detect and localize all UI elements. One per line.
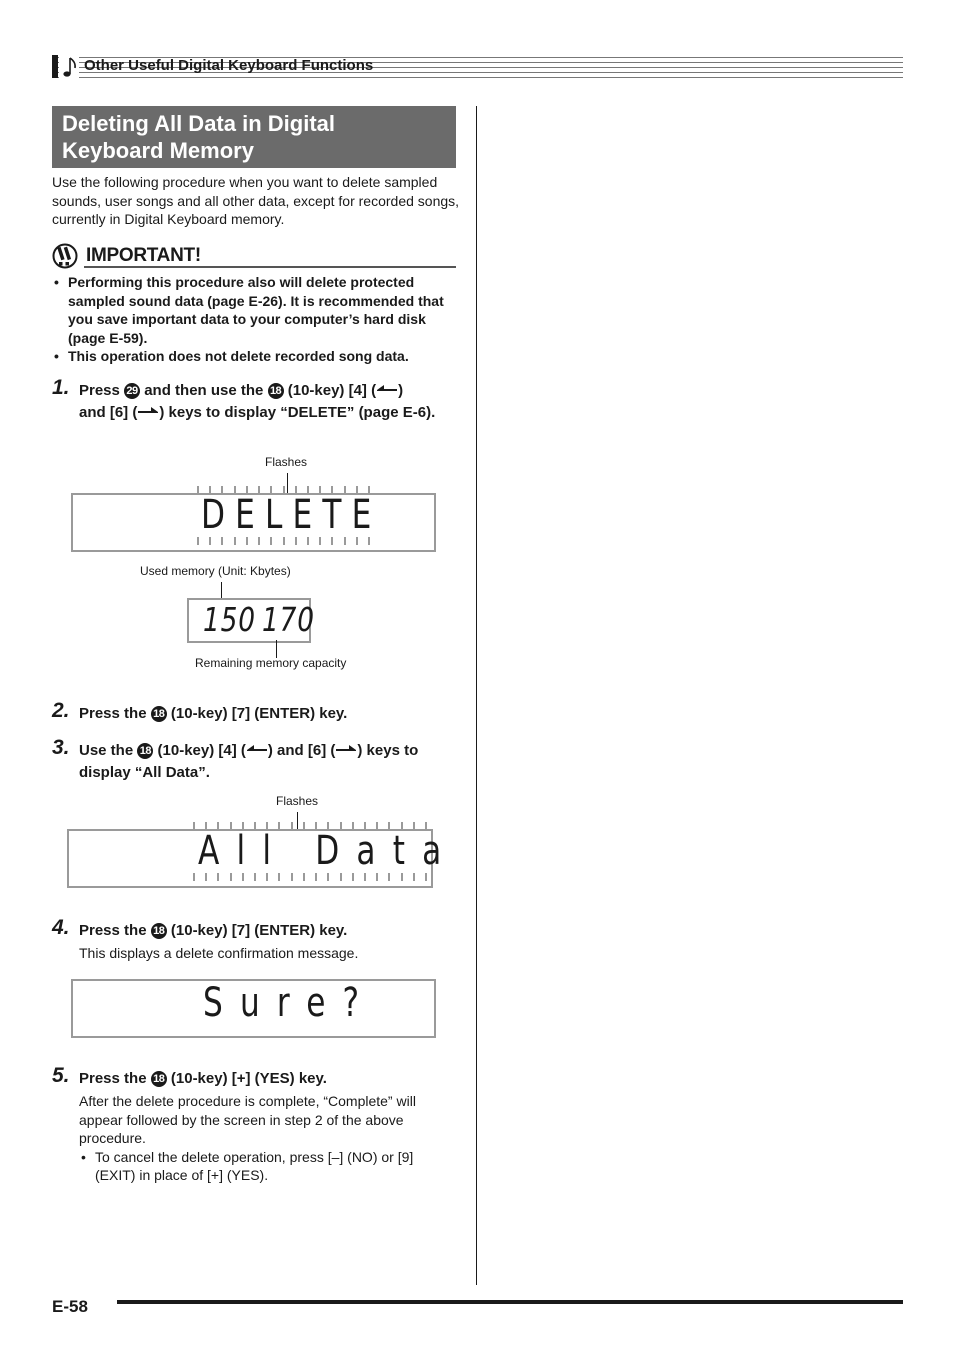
flash-tick — [197, 486, 199, 494]
lcd-sure-text: Sure? — [203, 980, 377, 1026]
important-block — [52, 242, 456, 270]
flash-tick — [295, 537, 297, 545]
footer-rule — [117, 1300, 903, 1304]
flash-tick — [230, 873, 232, 881]
flash-tick — [303, 873, 305, 881]
flash-tick — [401, 873, 403, 881]
flash-tick — [376, 873, 378, 881]
flash-tick — [266, 873, 268, 881]
step-5-bullet: • To cancel the delete operation, press [–] (NO) or [9] (EXIT) in place of [+] (YES). — [81, 1148, 414, 1183]
step-3 — [52, 736, 457, 784]
step-number: 5. — [52, 1064, 70, 1087]
button-18-icon: 18 — [268, 383, 284, 399]
section-heading-line2: Keyboard Memory — [62, 138, 254, 163]
header-title: Other Useful Digital Keyboard Functions — [84, 57, 374, 74]
remaining-memory-label: Remaining memory capacity — [195, 656, 347, 670]
flash-tick — [344, 537, 346, 545]
step-text: Press the 18 (10-key) [+] (YES) key. — [79, 1070, 327, 1087]
flash-tick — [315, 873, 317, 881]
step-text: Press the 18 (10-key) [7] (ENTER) key. — [79, 705, 348, 722]
flash-tick — [209, 537, 211, 545]
used-memory-label: Used memory (Unit: Kbytes) — [140, 564, 291, 578]
important-rule — [84, 266, 456, 268]
important-label: IMPORTANT! — [86, 245, 201, 266]
lcd-memory-remaining: 170 — [262, 600, 315, 639]
important-list — [52, 273, 452, 366]
step-number: 1. — [52, 376, 70, 399]
flash-tick — [221, 537, 223, 545]
step-5-note: After the delete procedure is complete, “Complete” will appear followed by the screen in step 2 of the above procedure. — [79, 1093, 416, 1146]
section-heading-line1: Deleting All Data in Digital — [62, 111, 335, 136]
flashes-label: Flashes — [265, 455, 308, 469]
flash-tick — [197, 537, 199, 545]
button-18-icon: 18 — [151, 706, 167, 722]
flash-tick — [291, 873, 293, 881]
important-icon — [52, 242, 80, 270]
flash-tick — [352, 873, 354, 881]
button-18-icon: 18 — [151, 1071, 167, 1087]
important-bullet: • Performing this procedure also will delete protected sampled sound data (page E-26). It is recommended that you save important data to your computer’s hard disk (page E-59). — [54, 274, 444, 346]
step-number: 2. — [52, 699, 70, 722]
flash-tick — [193, 822, 195, 830]
column-divider — [476, 106, 477, 1285]
intro-paragraph: Use the following procedure when you want to delete sampled sounds, user songs and all other data, except for recorded songs, currently in Digital Keyboard memory. — [52, 174, 460, 227]
flash-tick — [242, 873, 244, 881]
flash-tick — [331, 537, 333, 545]
flash-tick — [327, 873, 329, 881]
flash-tick — [319, 537, 321, 545]
flash-tick — [340, 873, 342, 881]
step-text: Use the 18 (10-key) [4] ( ) and [6] ( ) keys to display “All Data”. — [79, 742, 419, 781]
flash-tick — [246, 537, 248, 545]
step-text: Press 29 and then use the 18 (10-key) [4] ( ) and [6] ( ) keys to display “DELETE” (page E-6). — [79, 382, 436, 421]
flash-tick — [193, 873, 195, 881]
flash-tick — [364, 873, 366, 881]
flash-tick — [254, 873, 256, 881]
flash-tick — [425, 873, 427, 881]
step-4-note: This displays a delete confirmation message. — [79, 945, 359, 961]
button-18-icon: 18 — [137, 743, 153, 759]
step-5-notes — [79, 1092, 449, 1185]
step-4 — [52, 916, 457, 942]
flash-tick — [205, 873, 207, 881]
step-1 — [52, 376, 457, 424]
music-note-icon — [59, 55, 79, 79]
step-5 — [52, 1064, 457, 1090]
header-bar — [52, 55, 58, 78]
flash-tick — [278, 873, 280, 881]
arrow-left-icon — [376, 384, 398, 394]
important-bullet: • This operation does not delete recorded song data. — [54, 348, 409, 364]
step-text: Press the 18 (10-key) [7] (ENTER) key. — [79, 922, 348, 939]
flash-tick — [234, 537, 236, 545]
lcd-delete-text: DELETE — [201, 492, 382, 538]
lcd-memory-used: 150 — [203, 600, 256, 639]
flash-tick — [270, 537, 272, 545]
flash-tick — [217, 873, 219, 881]
button-29-icon: 29 — [124, 383, 140, 399]
arrow-right-icon — [137, 406, 159, 416]
arrow-right-icon — [335, 744, 357, 754]
flash-tick — [258, 537, 260, 545]
flash-tick — [283, 537, 285, 545]
page-number: E-58 — [52, 1297, 88, 1316]
section-heading — [52, 106, 456, 168]
lcd-alldata-text: All Data — [198, 828, 459, 874]
flash-tick — [413, 873, 415, 881]
step-number: 3. — [52, 736, 70, 759]
arrow-left-icon — [246, 744, 268, 754]
flash-tick — [356, 537, 358, 545]
flash-tick — [307, 537, 309, 545]
running-header — [52, 55, 903, 80]
step-number: 4. — [52, 916, 70, 939]
step-2 — [52, 699, 457, 725]
flashes-label: Flashes — [276, 794, 319, 808]
flash-tick — [388, 873, 390, 881]
button-18-icon: 18 — [151, 923, 167, 939]
flash-tick — [368, 537, 370, 545]
